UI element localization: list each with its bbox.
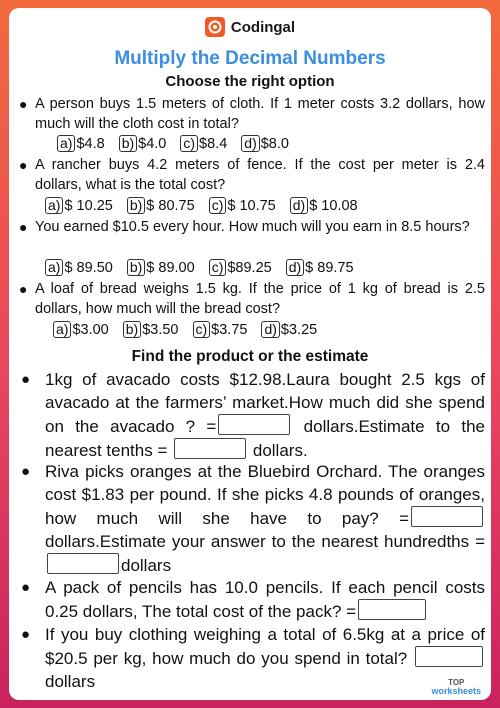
bullet-icon: ● xyxy=(21,626,31,643)
option-a[interactable]: a) $3.00 xyxy=(53,321,109,338)
problem-3: ● A pack of pencils has 10.0 pencils. If each pencil costs 0.25 dollars, The total cost of the pack? = xyxy=(21,578,485,621)
option-c[interactable]: c) $8.4 xyxy=(180,135,227,152)
bullet-icon: ● xyxy=(21,579,31,596)
section1-heading: Choose the right option xyxy=(165,73,335,90)
answer-blank[interactable] xyxy=(47,553,119,574)
option-d[interactable]: d) $ 89.75 xyxy=(286,259,354,276)
answer-blank[interactable] xyxy=(218,414,290,435)
option-b[interactable]: b) $3.50 xyxy=(123,321,179,338)
section2-heading: Find the product or the estimate xyxy=(131,348,369,365)
bullet-icon: ● xyxy=(21,463,31,480)
brand-name: Codingal xyxy=(230,18,296,36)
codingal-logo-icon xyxy=(205,17,225,37)
option-b[interactable]: b) $ 89.00 xyxy=(127,259,195,276)
answer-blank[interactable] xyxy=(411,506,483,527)
bullet-icon: ● xyxy=(19,219,28,235)
worksheet-page xyxy=(9,8,491,700)
mcq-options-3 xyxy=(45,259,354,276)
option-c[interactable]: c) $89.25 xyxy=(209,259,272,276)
mcq-options-1 xyxy=(57,135,289,152)
option-a[interactable]: a) $ 10.25 xyxy=(45,197,113,214)
answer-blank[interactable] xyxy=(358,599,426,620)
option-a[interactable]: a) $4.8 xyxy=(57,135,105,152)
option-c[interactable]: c) $ 10.75 xyxy=(209,197,276,214)
mcq-options-2 xyxy=(45,197,358,214)
answer-blank[interactable] xyxy=(174,438,246,459)
bullet-icon: ● xyxy=(19,281,28,297)
bullet-icon: ● xyxy=(21,371,31,388)
mcq-question-1: ● A person buys 1.5 meters of cloth. If 1 meter costs 3.2 dollars, how much will the cloth cost in total? xyxy=(19,96,485,132)
brand-header xyxy=(9,17,491,37)
mcq-question-3: ● You earned $10.5 every hour. How much will you earn in 8.5 hours? xyxy=(19,219,470,235)
answer-blank[interactable] xyxy=(415,646,483,667)
option-d[interactable]: d) $3.25 xyxy=(261,321,317,338)
bullet-icon: ● xyxy=(19,157,28,173)
topworksheets-logo: TOP worksheets xyxy=(431,678,481,696)
worksheet-title: Multiply the Decimal Numbers xyxy=(114,48,386,69)
option-b[interactable]: b) $4.0 xyxy=(119,135,167,152)
option-c[interactable]: c) $3.75 xyxy=(193,321,248,338)
mcq-question-2: ● A rancher buys 4.2 meters of fence. If the cost per meter is 2.4 dollars, what is the total cost? xyxy=(19,157,485,193)
mcq-options-4 xyxy=(53,321,317,338)
option-d[interactable]: d) $ 10.08 xyxy=(290,197,358,214)
option-b[interactable]: b) $ 80.75 xyxy=(127,197,195,214)
problem-4: ● If you buy clothing weighing a total of 6.5kg at a price of $20.5 per kg, how much do you spend in total? dollars xyxy=(21,625,485,691)
problem-1: ● 1kg of avacado costs $12.98.Laura bought 2.5 kgs of avacado at the farmers’ market.How much did she spend on the avacado ? = dollars.Estimate to the nearest tenths = dollars. xyxy=(21,370,485,460)
problem-2: ● Riva picks oranges at the Bluebird Orchard. The oranges cost $1.83 per pound. If she picks 4.8 pounds of oranges, how much will she have to pay? = dollars.Estimate your answer to the nearest hundredths =dollars xyxy=(21,462,485,575)
bullet-icon: ● xyxy=(19,96,28,112)
option-a[interactable]: a) $ 89.50 xyxy=(45,259,113,276)
mcq-question-4: ● A loaf of bread weighs 1.5 kg. If the price of 1 kg of bread is 2.5 dollars, how much will the bread cost? xyxy=(19,281,485,317)
option-d[interactable]: d) $8.0 xyxy=(241,135,289,152)
